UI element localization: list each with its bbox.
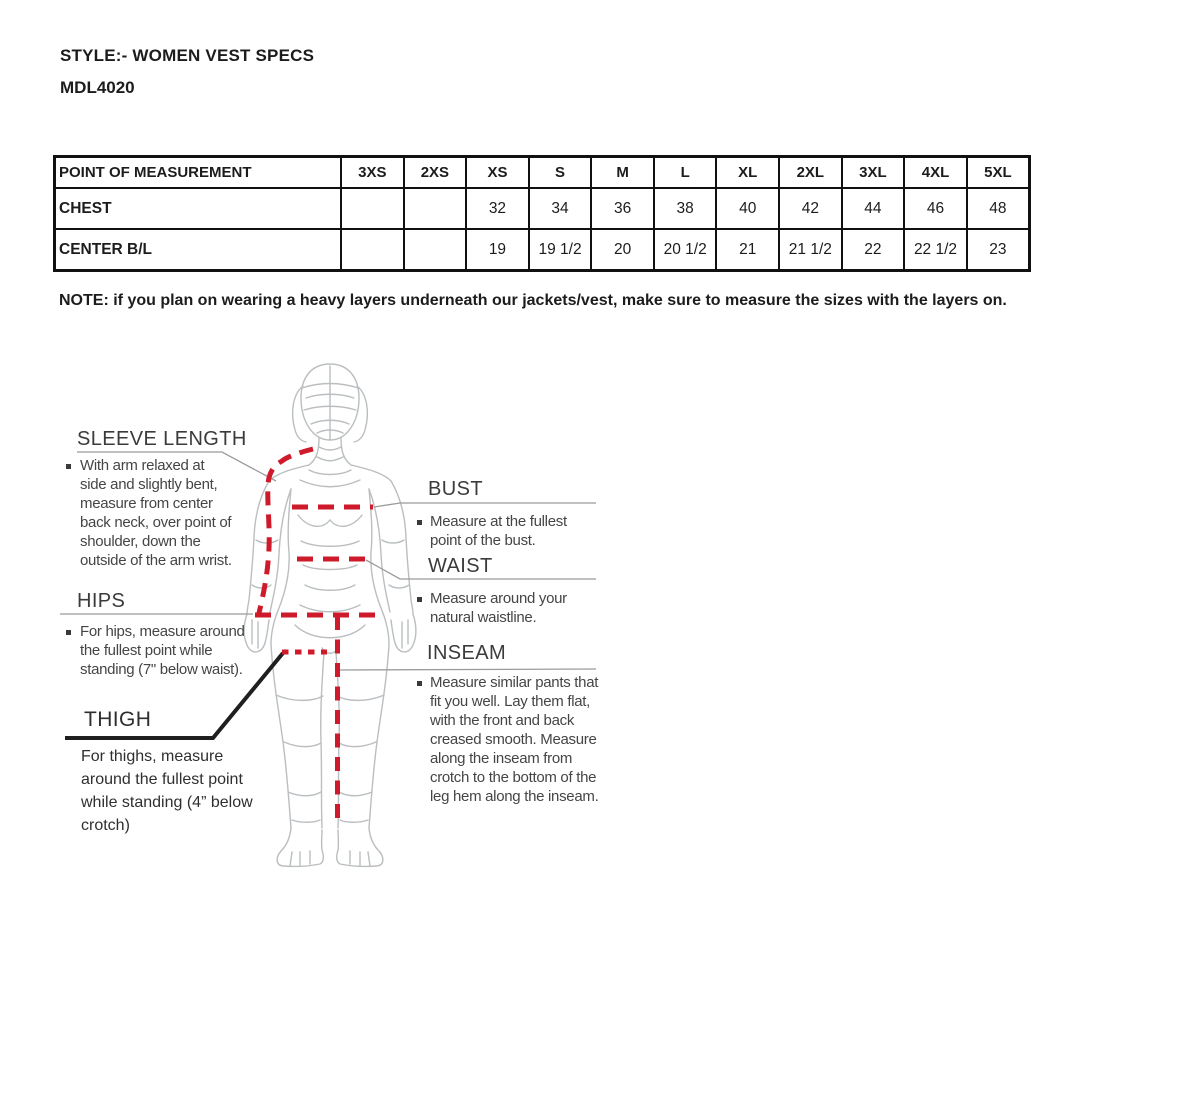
column-header: 2XS [404, 157, 467, 189]
size-cell [404, 188, 467, 229]
sleeve-length-description: With arm relaxed at side and slightly bent, measure from center back neck, over point of shoulder, down the outside of the arm wrist. [80, 457, 232, 569]
size-cell: 20 [591, 229, 654, 271]
bust-heading: BUST [428, 478, 483, 500]
page-title: STYLE:- WOMEN VEST SPECS [60, 46, 315, 65]
inseam-heading: INSEAM [427, 642, 507, 664]
bullet-square-icon [417, 520, 422, 525]
size-table [53, 155, 1031, 272]
size-cell [341, 188, 404, 229]
bust-description: Measure at the fullest point of the bust. [430, 513, 567, 549]
sleeve-measure-line [259, 449, 313, 613]
waist-description: Measure around your natural waistline. [430, 590, 567, 626]
size-cell: 22 [842, 229, 905, 271]
sleeve-length-heading: SLEEVE LENGTH [77, 428, 247, 450]
size-cell: 40 [716, 188, 779, 229]
size-cell: 19 [466, 229, 529, 271]
size-cell: 44 [842, 188, 905, 229]
column-header: 2XL [779, 157, 842, 189]
size-cell: 38 [654, 188, 717, 229]
size-cell: 48 [967, 188, 1030, 229]
note-text: NOTE: if you plan on wearing a heavy layers underneath our jackets/vest, make sure to measure the sizes with the layers on. [59, 292, 1007, 309]
column-header: XL [716, 157, 779, 189]
bullet-square-icon [66, 630, 71, 635]
hips-description: For hips, measure around the fullest point while standing (7" below waist). [80, 623, 245, 678]
column-header: 3XS [341, 157, 404, 189]
inseam-description: Measure similar pants that fit you well. Lay them flat, with the front and back creased smooth. Measure along the inseam from crotch to the bottom of the leg hem along the inseam. [430, 674, 599, 805]
size-cell: 42 [779, 188, 842, 229]
size-cell: 32 [466, 188, 529, 229]
size-cell: 21 1/2 [779, 229, 842, 271]
size-cell: 20 1/2 [654, 229, 717, 271]
column-header: 3XL [842, 157, 905, 189]
size-cell: 23 [967, 229, 1030, 271]
row-label: CHEST [55, 188, 342, 229]
column-header: S [529, 157, 592, 189]
bullet-square-icon [417, 681, 422, 686]
size-cell [341, 229, 404, 271]
column-header: 4XL [904, 157, 967, 189]
size-cell: 34 [529, 188, 592, 229]
column-header: L [654, 157, 717, 189]
model-number: MDL4020 [60, 78, 135, 97]
row-label: CENTER B/L [55, 229, 342, 271]
size-cell: 46 [904, 188, 967, 229]
size-cell: 36 [591, 188, 654, 229]
table-row [55, 229, 1030, 271]
measurement-lines [255, 449, 381, 822]
thigh-description: For thighs, measure around the fullest point while standing (4” below crotch) [81, 748, 253, 834]
thigh-heading: THIGH [84, 708, 152, 731]
column-header: M [591, 157, 654, 189]
size-cell [404, 229, 467, 271]
bullet-square-icon [66, 464, 71, 469]
column-header: XS [466, 157, 529, 189]
waist-heading: WAIST [428, 555, 493, 577]
header-row [55, 157, 1030, 189]
column-header: POINT OF MEASUREMENT [55, 157, 342, 189]
size-cell: 21 [716, 229, 779, 271]
size-cell: 22 1/2 [904, 229, 967, 271]
size-cell: 19 1/2 [529, 229, 592, 271]
hips-heading: HIPS [77, 590, 126, 612]
column-header: 5XL [967, 157, 1030, 189]
table-row [55, 188, 1030, 229]
inseam-leader-line [339, 669, 596, 670]
bust-leader-line [374, 503, 596, 507]
bullet-square-icon [417, 597, 422, 602]
